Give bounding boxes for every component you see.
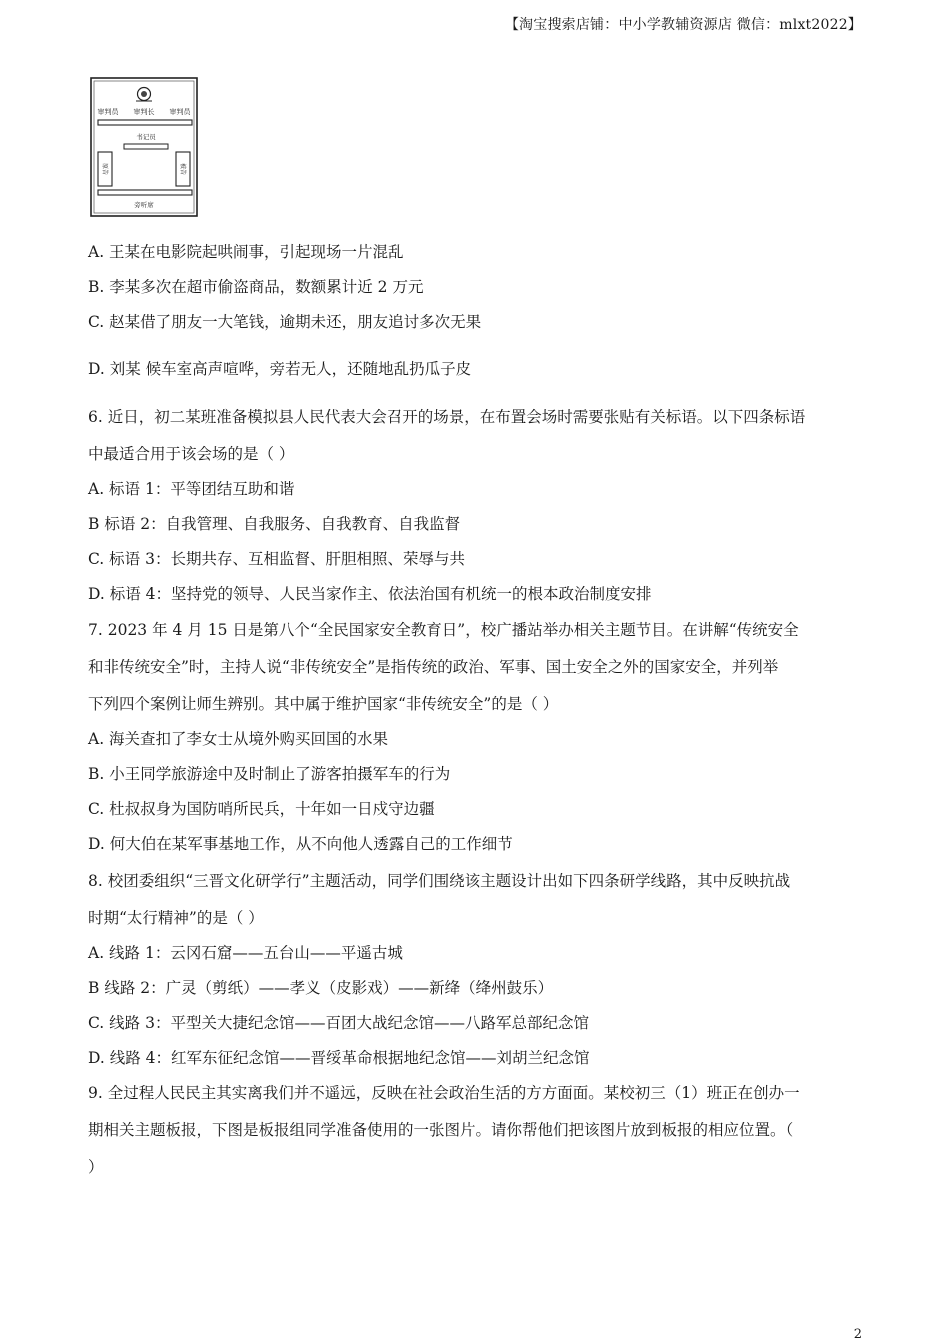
q8-line-1: 8. 校团委组织“三晋文化研学行”主题活动，同学们围绕该主题设计出如下四条研学线路，其中反映抗战 bbox=[88, 872, 791, 890]
q9-line-2: 期相关主题板报，下图是板报组同学准备使用的一张图片。请你帮他们把该图片放到板报的相应位置。（ bbox=[88, 1121, 794, 1139]
q5-options-line-3: C. 赵某借了朋友一大笔钱，逾期未还，朋友追讨多次无果 bbox=[88, 313, 482, 331]
figure-label-left-party: 原告 bbox=[101, 162, 108, 176]
q7-line-1: 7. 2023 年 4 月 15 日是第八个“全民国家安全教育日”，校广播站举办相关主题节目。在讲解“传统安全 bbox=[88, 621, 799, 639]
q5-options-line-1: A. 王某在电影院起哄闹事，引起现场一片混乱 bbox=[88, 243, 404, 261]
q6-line-4: B 标语 2：自我管理、自我服务、自我教育、自我监督 bbox=[88, 515, 461, 533]
q6-line-3: A. 标语 1：平等团结互助和谐 bbox=[88, 480, 295, 498]
q8-line-5: C. 线路 3：平型关大捷纪念馆——百团大战纪念馆——八路军总部纪念馆 bbox=[88, 1014, 589, 1032]
figure-label-gallery: 旁听席 bbox=[134, 201, 154, 209]
q6-line-6: D. 标语 4：坚持党的领导、人民当家作主、依法治国有机统一的根本政治制度安排 bbox=[88, 585, 652, 603]
figure-label-judge-right: 审判员 bbox=[169, 108, 191, 116]
page-number: 2 bbox=[853, 1327, 862, 1342]
q8-line-3: A. 线路 1：云冈石窟——五台山——平遥古城 bbox=[88, 944, 403, 962]
figure-label-chief-judge: 审判长 bbox=[133, 108, 155, 116]
q7-line-3: 下列四个案例让师生辨别。其中属于维护国家“非传统安全”的是（ ） bbox=[88, 695, 559, 713]
q9-line-1: 9. 全过程人民民主其实离我们并不遥远，反映在社会政治生活的方方面面。某校初三（1）班正在创办一 bbox=[88, 1084, 800, 1102]
courtroom-layout-figure bbox=[88, 72, 202, 220]
q7-line-4: A. 海关查扣了李女士从境外购买回国的水果 bbox=[88, 730, 389, 748]
gallery-rail bbox=[98, 190, 192, 195]
q5-options-line-2: B. 李某多次在超市偷盗商品，数额累计近 2 万元 bbox=[88, 278, 424, 296]
q8-line-2: 时期“太行精神”的是（ ） bbox=[88, 909, 264, 927]
q7-line-7: D. 何大伯在某军事基地工作，从不向他人透露自己的工作细节 bbox=[88, 835, 513, 853]
figure-label-clerk: 书记员 bbox=[136, 133, 156, 141]
q7-line-5: B. 小王同学旅游途中及时制止了游客拍摄军车的行为 bbox=[88, 765, 451, 783]
q7-line-6: C. 杜叔叔身为国防哨所民兵，十年如一日戍守边疆 bbox=[88, 800, 435, 818]
header-note: 【淘宝搜索店铺：中小学教辅资源店 微信：mlxt2022】 bbox=[504, 17, 862, 33]
q5-options-line-4: D. 刘某 候车室高声喧哗，旁若无人，还随地乱扔瓜子皮 bbox=[88, 360, 472, 378]
q6-line-1: 6. 近日，初二某班准备模拟县人民代表大会召开的场景，在布置会场时需要张贴有关标语。以下四条标语 bbox=[88, 408, 806, 426]
figure-label-right-party: 被告 bbox=[179, 162, 186, 176]
q7-line-2: 和非传统安全”时，主持人说“非传统安全”是指传统的政治、军事、国土安全之外的国家安全，并列举 bbox=[88, 658, 779, 676]
q9-line-3: ） bbox=[88, 1158, 104, 1176]
q6-line-2: 中最适合用于该会场的是（ ） bbox=[88, 445, 295, 463]
q6-line-5: C. 标语 3：长期共存、互相监督、肝胆相照、荣辱与共 bbox=[88, 550, 465, 568]
judges-bench bbox=[98, 120, 192, 125]
q8-line-6: D. 线路 4：红军东征纪念馆——晋绥革命根据地纪念馆——刘胡兰纪念馆 bbox=[88, 1049, 590, 1067]
q8-line-4: B 线路 2：广灵（剪纸）——孝义（皮影戏）——新绛（绛州鼓乐） bbox=[88, 979, 554, 997]
figure-label-judge-left: 审判员 bbox=[97, 108, 119, 116]
clerk-desk bbox=[124, 144, 168, 149]
